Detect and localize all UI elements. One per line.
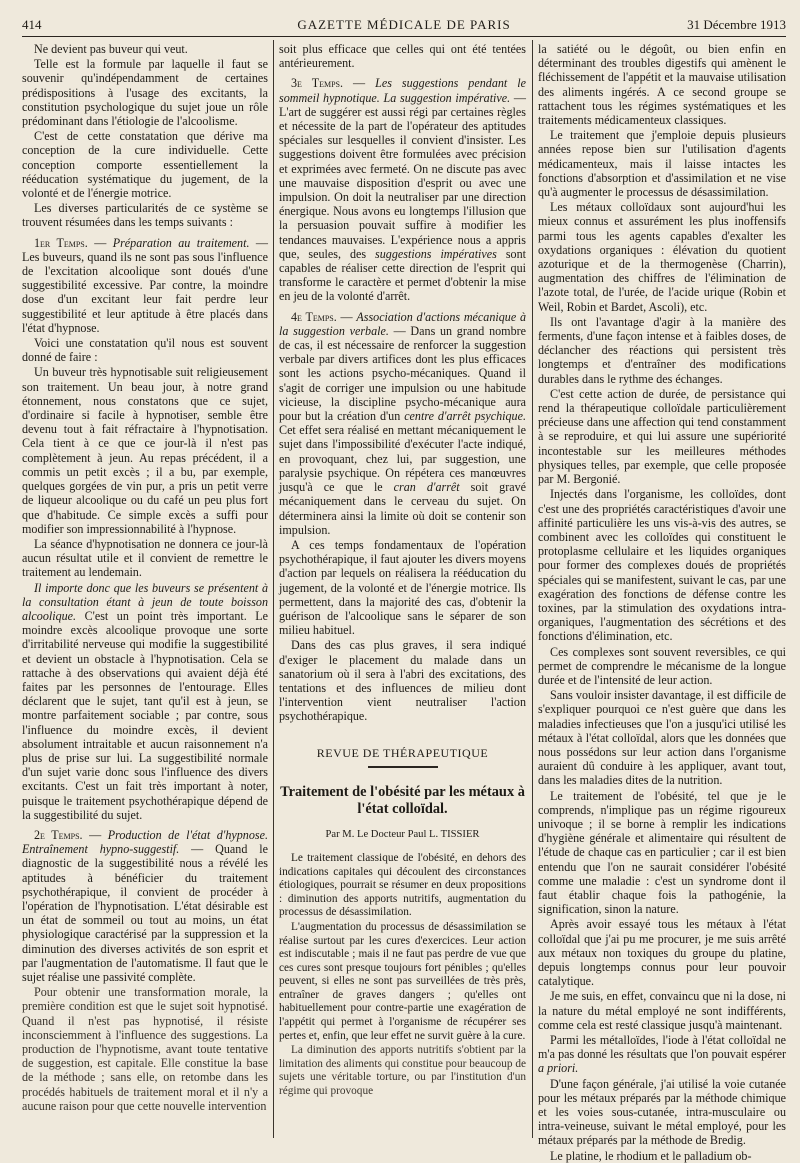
italic-emphasis: centre d'arrêt psychique. bbox=[404, 409, 526, 424]
stage-text: L'art de suggérer est aussi régi par certaines règles et nécessite de la part de l'opérateur des aptitudes spéciales sur lesquelles il convient d'insister. Les suggestions doivent être formulées avec précision et exprimées avec fermeté. On ne discute pas avec une mauvaise disposition d'esprit ou avec une impulsion. On doit la neutraliser par une direction énergique. Nous avons eu longtemps l'illusion que la persuasion pouvait suffire à modifier les tendances mauvaises. L'expérience nous a appris que, seules, des bbox=[279, 104, 526, 261]
paragraph: Le traitement classique de l'obésité, en dehors des indications capitales qui découlent des circonstances étiologiques, pourrait se résumer en deux propositions : diminution des apports nutritifs, augmentation du processus de désassimilation. bbox=[279, 851, 526, 919]
paragraph: Le traitement de l'obésité, tel que je le comprends, n'implique pas un régime rigoureux univoque ; il se borne à remplir les indications d'hygiène générale et alimentaire qui résultent de l'étude de chaque cas en particulier ; car il est bien entendu que l'on ne saurait considérer l'obésité comme une maladie : c'est un syndrome dont il faut établir chaque fois la pathogénie, la signification, sinon la nature. bbox=[538, 788, 786, 917]
stage-heading: 4e Temps. bbox=[291, 309, 337, 324]
paragraph: Pour obtenir une transformation morale, la première condition est que le sujet soit hypnotisé. Quand il n'est pas hypnotisé, il résiste inconsciemment à l'influence des suggestions. La production de l'hypnotisme, avant toute tentative de suggestion, est capitale. Elle constitue la base de la méthode ; sans elle, on retombe dans les procédés habituels de traitement moral et il n'y a aucune raison pour que cette nouvelle intervention bbox=[22, 985, 268, 1113]
stage-text: Dans un grand nombre de cas, il est nécessaire de renforcer la suggestion verbale par divers artifices dont les plus efficaces sont les actions psycho-mécaniques. Quand il s'agit de corriger une impulsion ou une habitude vicieuse, la discipline psycho-mécanique aura pour but la création d'un bbox=[279, 323, 527, 424]
paragraph-text: Parmi les métalloïdes, l'iode à l'état colloïdal ne m'a pas donné les résultats que l'on pouvait espérer bbox=[538, 1033, 786, 1062]
column-divider bbox=[273, 40, 274, 1138]
stage-4-paragraph: 4e Temps. — Association d'actions mécanique à la suggestion verbale. — Dans un grand nombre de cas, il est nécessaire de renforcer la suggestion verbale par divers artifices dont les plus efficaces sont les actions psycho-mécaniques. Quand il s'agit de corriger une impulsion ou une habitude vicieuse, la discipline psycho-mécanique aura pour but la création d'un centre d'arrêt psychique. Cet effet sera réalisé en mettant mécaniquement le sujet dans l'impossibilité d'exécuter l'acte indiqué, en provoquant, chez lui, par suggestion, une paralysie psychique. On répétera ces manœuvres jusqu'à ce que le cran d'arrêt soit gravé mécaniquement dans le cerveau du sujet. On déterminera ainsi la limite où doit se contenir son impulsion. bbox=[279, 309, 527, 537]
paragraph bbox=[538, 1033, 786, 1076]
column-middle bbox=[279, 42, 526, 1138]
stage-title: Préparation au traitement. bbox=[112, 235, 250, 250]
stage-3-paragraph: 3e Temps. — Les suggestions pendant le sommeil hypnotique. La suggestion impérative. — L'art de suggérer est aussi régi par certaines règles et nécessite de la part de l'opérateur des aptitudes spéciales sur lesquelles il convient d'insister. Les suggestions doivent être formulées avec précision et exprimées avec fermeté. On ne discute pas avec une mauvaise disposition d'esprit ou avec une impulsion. On doit la neutraliser par une direction énergique. Nous avons eu longtemps l'illusion que la persuasion pouvait suffire à modifier les tendances mauvaises. L'expérience nous a appris que, seules, des suggestions impératives sont capables de réaliser cette direction de l'esprit qui transforme le caractère et permet d'obtenir la mise en jeu de la volonté d'arrêt. bbox=[279, 76, 526, 304]
section-rule bbox=[368, 766, 438, 768]
stage-heading: 1er Temps. bbox=[34, 235, 88, 250]
italic-emphasis: a priori. bbox=[538, 1061, 579, 1076]
stage-2-paragraph: 2e Temps. — Production de l'état d'hypnose. Entraînement hypno-suggestif. — Quand le diagnostic de la suggestibilité nous a révélé les aptitudes à bénéficier du traitement psychothérapique, il convient de procéder à l'opération de l'hypnotisation. L'état désirable est un état de sommeil ou tout au moins, un état physiologique caractérisé par la suppression et la diminution des diverses activités de son esprit et par l'augmentation de l'automatisme. Il faut que le sujet réalise une passivité complète. bbox=[22, 827, 268, 984]
stage-heading: 2e Temps. bbox=[34, 827, 83, 842]
stage-1-paragraph: 1er Temps. — Préparation au traitement. — Les buveurs, quand ils ne sont pas sous l'influence de l'excitation alcoolique sont doués d'une suggestibilité excessive. Par contre, la moindre dose d'un excitant leur fait perdre leur suggestibilité et leur aptitude à être placés dans l'état d'hypnose. bbox=[22, 235, 268, 335]
paragraph: Les métaux colloïdaux sont aujourd'hui les mieux connus et assurément les plus inoffensifs parmi tous les agents capables d'exalter les oxydations organiques : élévation du quotient azoturique et de la thermogenèse (Charrin), augmentation des chiffres de l'élimination de l'azote total, de l'urée, de l'acide urique (Robin et Weil, Robin et Bardet, Ascoli), etc. bbox=[538, 200, 786, 314]
article-byline: Par M. Le Docteur Paul L. TISSIER bbox=[325, 828, 480, 840]
page-number: 414 bbox=[22, 17, 42, 32]
paragraph: Un buveur très hypnotisable suit religieusement son traitement. Un beau jour, à notre grand étonnement, nous constatons que ce sujet, d'ordinaire si facile à hypnotiser, semble être devenu tout à fait réfractaire à l'hypnotisation. Cela tient à ce que ce jour-là il n'est pas complètement à jeun. Au repas précédent, il a commis un petit excès ; il a bu, par exemple, quelques gorgées de vin pur, a pris un petit verre de liqueur alcoolique ou du café un peu plus fort que d'habitude. Ce simple excès a suffi pour modifier son impressionnabilité à l'hypnose. bbox=[22, 365, 268, 536]
section-heading: REVUE DE THÉRAPEUTIQUE bbox=[316, 745, 489, 760]
paragraph: la satiété ou le dégoût, ou bien enfin en déterminant des troubles digestifs qui amènent le fléchissement de l'appétit et la mauvaise utilisation des aliments ingérés. A ce second groupe se rattachent tous les régimes systématiques et les traitements médicamenteux classiques. bbox=[538, 42, 786, 128]
stage-heading: 3e Temps. bbox=[291, 76, 344, 91]
italic-emphasis: Il importe donc que les buveurs se présentent à la consultation étant à jeun de toute boisson alcoolique. bbox=[22, 580, 268, 623]
paragraph: Telle est la formule par laquelle il faut se souvenir qu'indépendamment de certaines prédispositions à l'usage des excitants, la constitution psychologique du sujet joue un rôle prédominant dans l'étiologie de l'alcoolisme. bbox=[22, 57, 268, 129]
paragraph: soit plus efficace que celles qui ont été tentées antérieurement. bbox=[279, 42, 526, 71]
paragraph: L'augmentation du processus de désassimilation se réalise surtout par les cures d'exercices. Leur action est indiscutable ; mais il ne faut pas perdre de vue que ces cures sont presque toujours fort pénibles ; qu'elles peuvent, si elles ne sont pas surveillées de très près, entraîner de graves dangers ; qu'elles ont habituellement pour contre-partie une exagération de l'appétit qui permet à l'organisme de récupérer ses pertes et, enfin, que leur effet ne survit guère à la cure. bbox=[279, 920, 526, 1042]
journal-title: GAZETTE MÉDICALE DE PARIS bbox=[297, 17, 511, 32]
paragraph: Après avoir essayé tous les métaux à l'état colloïdal que j'ai pu me procurer, je me suis arrêté aux métaux non toxiques du groupe du platine, depuis longtemps connus pour leur pouvoir catalytique. bbox=[538, 917, 786, 989]
paragraph bbox=[22, 581, 268, 822]
stage-title: Les suggestions pendant le sommeil hypnotique. La suggestion impérative. bbox=[279, 76, 526, 105]
paragraph: Ils ont l'avantage d'agir à la manière des ferments, d'une façon intense et à faibles doses, de déclancher des réactions qui persistent très longtemps et d'entraîner des modifications durables dans le rythme des échanges. bbox=[538, 314, 786, 386]
column-right bbox=[538, 42, 786, 1163]
stage-text: soit gravé mécaniquement dans le cerveau du sujet. On déterminera ainsi la limite où doit se contenir son impulsion. bbox=[279, 480, 526, 537]
stage-title: Production de l'état d'hypnose. Entraînement hypno-suggestif. bbox=[22, 827, 268, 857]
stage-text: Quand le diagnostic de la suggestibilité nous a révélé les aptitudes à bénéficier du traitement psychothérapique, il convient de procéder à l'opération de l'hypnotisation. L'état désirable est un état de sommeil ou tout au moins, un état physiologique caractérisé par la suppression et la diminution des diverses activités de son esprit et par l'augmentation de l'automatisme. Il faut que le sujet réalise une passivité complète. bbox=[22, 842, 268, 984]
paragraph: La séance d'hypnotisation ne donnera ce jour-là aucun résultat utile et il convient de remettre le traitement au lendemain. bbox=[22, 536, 268, 580]
paragraph: D'une façon générale, j'ai utilisé la voie cutanée pour les métaux préparés par la méthode chimique et les voies sous-cutanée, intra-musculaire ou intra-veineuse, suivant le métal employé, pour les métaux préparés par la méthode de Bredig. bbox=[538, 1076, 786, 1148]
stage-text: Les buveurs, quand ils ne sont pas sous l'influence de l'excitation alcoolique sont doués d'une suggestibilité excessive. Par contre, la moindre dose d'un excitant leur fait perdre leur suggestibilité et leur aptitude à être placés dans l'état d'hypnose. bbox=[22, 249, 268, 335]
stage-text: sont capables de réaliser cette direction de l'esprit qui transforme le caractère et permet d'obtenir la mise en jeu de la volonté d'arrêt. bbox=[279, 246, 526, 304]
paragraph: A ces temps fondamentaux de l'opération psychothérapique, il faut ajouter les divers moyens d'action par lequels on réalisera la rééducation du jugement, de la volonté et de l'énergie motrice. Ils permettent, dans la majorité des cas, d'obtenir la guérison de l'alcoolique sans le séparer de son milieu habituel. bbox=[279, 537, 526, 638]
paragraph: Le traitement que j'emploie depuis plusieurs années repose bien sur l'utilisation d'agents médicamenteux, mais il laisse intactes les fonctions d'absorption et d'assimilation et ne vise qu'à augmenter le processus de désassimilation. bbox=[538, 128, 786, 200]
paragraph: C'est de cette constatation que dérive ma conception de la cure individuelle. Cette conception comporte essentiellement la rééducation systématique du jugement, de la volonté et de l'énergie motrice. bbox=[22, 129, 268, 201]
paragraph: Le platine, le rhodium et le palladium ob- bbox=[550, 1148, 752, 1163]
paragraph: C'est cette action de durée, de persistance qui rend la thérapeutique colloïdale particulièrement précieuse dans une affection qui tend constamment à se reproduire, et qui lui assure une supériorité incontestable sur les meilleures méthodes physiques telles, par exemple, que celle proposée par M. Bergonié. bbox=[538, 386, 786, 487]
issue-date: 31 Décembre 1913 bbox=[687, 17, 786, 32]
stage-title: Association d'actions mécanique à la suggestion verbale. bbox=[279, 309, 526, 338]
paragraph: Dans des cas plus graves, il sera indiqué d'exiger le placement du malade dans un sanatorium où il sera à l'abri des excitations, des tentations et des influences de milieu dont l'intervention vient neutraliser l'action psychothérapique. bbox=[279, 638, 526, 724]
column-divider bbox=[532, 40, 533, 1138]
article-title: Traitement de l'obésité par les métaux à l'état colloïdal. bbox=[280, 783, 525, 817]
paragraph: Ces complexes sont souvent reversibles, ce qui permet de comprendre le mécanisme de la longue durée et de l'intensité de leur action. bbox=[538, 644, 786, 687]
italic-emphasis: cran d'arrêt bbox=[393, 480, 460, 495]
stage-text: Cet effet sera réalisé en mettant mécaniquement le sujet dans l'impossibilité d'exécuter l'acte indiqué, en provoquant, chez lui, par suggestion, une paralysie psychique. On répétera ces manœuvres jusqu'à ce que le bbox=[279, 423, 526, 495]
paragraph: Voici une constatation qu'il nous est souvent donné de faire : bbox=[22, 336, 268, 365]
paragraph-text: C'est un point très important. Le moindre excès alcoolique provoque une sorte d'irritabilité nerveuse qui modifie la suggestibilité et devient un obstacle à l'hypnotisation. Cela se rattache à des observations qui avaient déjà été faites par les personnes de l'entourage. Elles déclarent que le sujet, tant qu'il est à jeun, se montre parfaitement sociable ; par contre, sous l'influence du moindre excès, il devient absolument intraitable et aucun raisonnement n'a plus de prise sur lui. La suggestibilité normale d'un sujet varie donc sous l'influence des divers excitants. C'est un fait très important à noter, puisque le traitement psychothérapique dépend de la suggestibilité du sujet. bbox=[22, 608, 269, 822]
column-left bbox=[22, 42, 268, 1138]
paragraph: Sans vouloir insister davantage, il est difficile de s'expliquer pourquoi ce n'est guère que dans les maladies infectieuses que l'on a jusqu'ici utilisé les métaux à l'état colloïdal, alors que les données que nous possédons sur leur action dans l'organisme auraient dû conduire à les appliquer, avant tout, dans les maladies dites de la nutrition. bbox=[538, 688, 786, 788]
paragraph: La diminution des apports nutritifs s'obtient par la limitation des aliments qui constitue pour beaucoup de sujets une véritable torture, ou par l'institution d'un régime qui provoque bbox=[279, 1044, 526, 1098]
paragraph: Les diverses particularités de ce système se trouvent résumées dans les temps suivants : bbox=[22, 201, 268, 230]
italic-emphasis: suggestions impératives bbox=[375, 246, 497, 261]
paragraph: Injectés dans l'organisme, les colloïdes, dont c'est une des propriétés caractéristiques d'avoir une affinité particulière les uns vis-à-vis des autres, se combinent avec les colloïdes qui constituent le protoplasme cellulaire et les liquides organiques pour former des complexes doués de propriétés spéciales qui se manifestent, suivant le cas, par une exagération des fonctions de défense contre les toxines, par la stimulation des oxydations intra-organiques, l'augmentation des sécrétions et des fonctions d'élimination, etc. bbox=[538, 487, 786, 644]
running-head bbox=[22, 14, 786, 37]
paragraph: Je me suis, en effet, convaincu que ni la dose, ni la nature du métal employé ne sont indifférents, comme cela est resté classique jusqu'à maintenant. bbox=[538, 989, 786, 1032]
paragraph: Ne devient pas buveur qui veut. bbox=[34, 42, 188, 56]
